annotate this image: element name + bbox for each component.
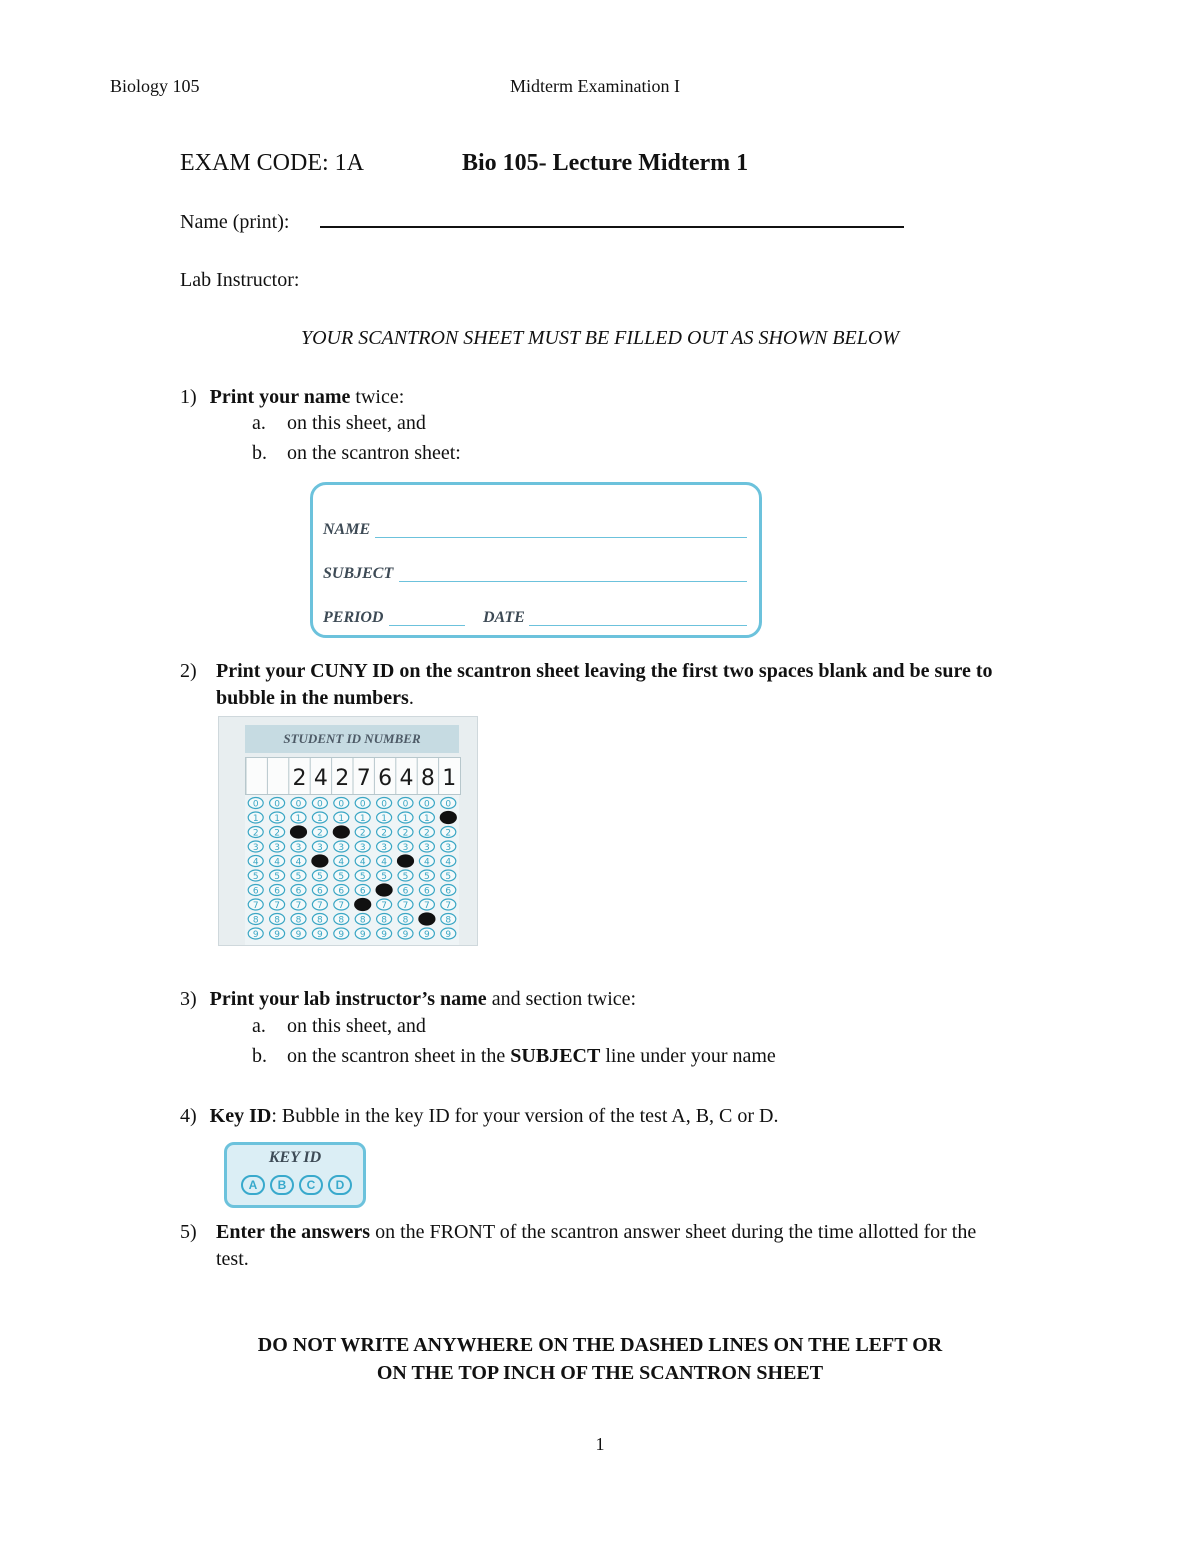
header-course: Biology 105: [110, 76, 200, 96]
bubble-digit-label: 7: [402, 901, 409, 911]
handwritten-digit: 4: [399, 766, 414, 791]
bubble-digit-label: 3: [381, 843, 387, 853]
bubble-digit-label: 2: [445, 828, 452, 839]
bubble-digit-label: 1: [359, 814, 366, 824]
name-label: Name (print):: [180, 211, 290, 233]
bubble-digit-label: 0: [381, 799, 387, 810]
step-5-number: 5): [180, 1221, 197, 1243]
bubble-digit-label: 6: [317, 886, 323, 897]
bubble-digit-label: 8: [295, 915, 302, 926]
bubble-digit-label: 9: [317, 930, 323, 940]
bubble-digit-label: 1: [338, 814, 345, 824]
bubble-digit-label: 5: [252, 872, 259, 882]
bubble-digit-label: 4: [274, 857, 280, 868]
bubble-digit-label: 5: [381, 872, 387, 882]
key-id-option-a[interactable]: A: [241, 1175, 265, 1195]
bubble-digit-label: 5: [359, 872, 366, 882]
bubble-digit-label: 1: [317, 814, 323, 824]
key-id-option-b[interactable]: B: [270, 1175, 294, 1195]
filled-bubble[interactable]: [333, 826, 349, 838]
bubble-digit-label: 1: [295, 814, 302, 824]
bubble-digit-label: 0: [359, 799, 366, 810]
step-2-bold: Print your CUNY ID on the scantron sheet leaving the first two spaces blank and be sure to bubble in the numbers: [216, 660, 993, 709]
bubble-digit-label: 1: [274, 814, 280, 824]
bubble-digit-label: 0: [445, 799, 452, 810]
handwritten-digit: 1: [442, 766, 457, 791]
step-4: [180, 1103, 779, 1130]
bubble-digit-label: 0: [274, 799, 280, 810]
bubble-digit-label: 6: [424, 886, 430, 897]
bubble-digit-label: 1: [424, 814, 430, 824]
bubble-digit-label: 5: [317, 872, 323, 882]
bubble-digit-label: 1: [381, 814, 387, 824]
bubble-digit-label: 3: [402, 843, 409, 853]
bubble-digit-label: 7: [295, 901, 302, 911]
bubble-digit-label: 7: [338, 901, 345, 911]
step-1b-text: on the scantron sheet:: [287, 442, 461, 464]
step-5-bold: Enter the answers: [216, 1221, 371, 1243]
bubble-digit-label: 4: [359, 857, 366, 868]
bubble-digit-label: 6: [252, 886, 259, 897]
namebox-name-label: NAME: [323, 521, 371, 538]
handwritten-digit: 2: [335, 766, 350, 791]
bubble-digit-label: 3: [445, 843, 452, 853]
bubble-digit-label: 9: [338, 930, 345, 940]
bubble-digit-label: 6: [359, 886, 366, 897]
bubble-digit-label: 8: [338, 915, 345, 926]
filled-bubble[interactable]: [376, 884, 392, 896]
bubble-digit-label: 4: [338, 857, 345, 868]
namebox-subject-label: SUBJECT: [323, 565, 394, 582]
key-id-bubbles: [241, 1175, 352, 1195]
step-3b-bold: SUBJECT: [510, 1045, 601, 1067]
name-write-line[interactable]: [320, 226, 904, 228]
bubble-digit-label: 9: [424, 930, 430, 940]
bubble-digit-label: 0: [402, 799, 409, 810]
bubble-digit-label: 6: [338, 886, 345, 897]
bubble-digit-label: 5: [402, 872, 409, 882]
bubble-digit-label: 3: [295, 843, 302, 853]
warning-line-1: DO NOT WRITE ANYWHERE ON THE DASHED LINES ON THE LEFT OR: [257, 1334, 943, 1356]
key-id-title: KEY ID: [268, 1149, 322, 1166]
step-3b-text: [287, 1045, 776, 1068]
filled-bubble[interactable]: [440, 812, 456, 824]
handwritten-digit: 4: [313, 766, 328, 791]
bubble-digit-label: 5: [295, 872, 302, 882]
bubble-digit-label: 0: [338, 799, 345, 810]
filled-bubble[interactable]: [312, 855, 328, 867]
step-3a-text: on this sheet, and: [287, 1015, 426, 1037]
filled-bubble[interactable]: [355, 899, 371, 911]
filled-bubble[interactable]: [398, 855, 414, 867]
handwritten-digit: 6: [378, 766, 393, 791]
bubble-digit-label: 8: [402, 915, 409, 926]
scantron-name-box: [310, 482, 762, 638]
step-3: [180, 986, 636, 1013]
exam-code: EXAM CODE: 1A: [180, 150, 364, 176]
step-4-bold: Key ID: [209, 1105, 272, 1127]
scantron-notice: YOUR SCANTRON SHEET MUST BE FILLED OUT AS SHOWN BELOW: [300, 327, 900, 349]
bubble-digit-label: 9: [381, 930, 387, 940]
namebox-period-line: [389, 625, 465, 626]
bubble-digit-label: 8: [252, 915, 259, 926]
bubble-digit-label: 4: [445, 857, 452, 868]
exam-title: Bio 105- Lecture Midterm 1: [462, 150, 749, 176]
bubble-digit-label: 1: [402, 814, 409, 824]
step-4-text: : Bubble in the key ID for your version of the test A, B, C or D.: [271, 1105, 779, 1127]
step-5: [180, 1219, 1040, 1270]
bubble-digit-label: 3: [359, 843, 366, 853]
bubble-digit-label: 9: [359, 930, 366, 940]
filled-bubble[interactable]: [419, 913, 435, 925]
page-number: 1: [595, 1434, 605, 1454]
bubble-digit-label: 1: [252, 814, 259, 824]
bubble-digit-label: 7: [424, 901, 430, 911]
bubble-digit-label: 0: [295, 799, 302, 810]
filled-bubble[interactable]: [291, 826, 307, 838]
bubble-digit-label: 3: [252, 843, 259, 853]
step-3-bold: Print your lab instructor’s name: [209, 988, 487, 1010]
student-id-image: [218, 716, 478, 946]
bubble-digit-label: 8: [317, 915, 323, 926]
bubble-digit-label: 5: [338, 872, 345, 882]
bubble-digit-label: 5: [274, 872, 280, 882]
bubble-digit-label: 2: [424, 828, 430, 839]
handwritten-digit: 7: [356, 766, 371, 791]
key-id-option-c[interactable]: C: [299, 1175, 323, 1195]
bubble-digit-label: 9: [402, 930, 409, 940]
header-exam: Midterm Examination I: [510, 76, 680, 96]
step-1b-mark: b.: [252, 442, 267, 464]
student-id-bubbles: [245, 795, 459, 945]
bubble-digit-label: 8: [359, 915, 366, 926]
bubble-digit-label: 3: [338, 843, 345, 853]
step-3-number: 3): [180, 988, 197, 1010]
bubble-digit-label: 8: [445, 915, 452, 926]
step-3b-pre: on the scantron sheet in the: [287, 1045, 511, 1067]
step-1a-mark: a.: [252, 412, 266, 434]
bubble-digit-label: 2: [252, 828, 259, 839]
bubble-digit-label: 2: [317, 828, 323, 839]
student-id-bubble-grid: [245, 795, 459, 945]
bubble-digit-label: 9: [295, 930, 302, 940]
step-2-number: 2): [180, 660, 197, 682]
bubble-digit-label: 8: [274, 915, 280, 926]
handwritten-digit: 8: [420, 766, 435, 791]
bubble-digit-label: 3: [317, 843, 323, 853]
namebox-period-label: PERIOD: [323, 609, 384, 626]
key-id-image: [224, 1142, 366, 1208]
namebox-date-label: DATE: [483, 609, 525, 626]
step-1-number: 1): [180, 386, 197, 408]
student-id-digit-cells: [246, 758, 460, 794]
step-1: [180, 384, 404, 411]
bubble-digit-label: 0: [424, 799, 430, 810]
bubble-digit-label: 6: [402, 886, 409, 897]
bubble-digit-label: 6: [445, 886, 452, 897]
bubble-digit-label: 3: [274, 843, 280, 853]
step-3a-mark: a.: [252, 1015, 266, 1037]
step-4-number: 4): [180, 1105, 197, 1127]
step-3b-post: line under your name: [600, 1045, 776, 1067]
bubble-digit-label: 4: [381, 857, 387, 868]
bubble-digit-label: 3: [424, 843, 430, 853]
namebox-name-line: [375, 537, 747, 538]
student-id-digits: [245, 757, 461, 795]
handwritten-digit: 2: [292, 766, 307, 791]
bubble-digit-label: 2: [402, 828, 409, 839]
bubble-digit-label: 9: [445, 930, 452, 940]
bubble-digit-label: 4: [424, 857, 430, 868]
bubble-digit-label: 4: [295, 857, 302, 868]
namebox-date-line: [529, 625, 747, 626]
bubble-digit-label: 5: [424, 872, 430, 882]
bubble-digit-label: 5: [445, 872, 452, 882]
bubble-digit-label: 2: [381, 828, 387, 839]
step-1a-text: on this sheet, and: [287, 412, 426, 434]
bubble-digit-label: 7: [381, 901, 387, 911]
bubble-digit-label: 7: [274, 901, 280, 911]
bubble-digit-label: 9: [274, 930, 280, 940]
step-2-text: .: [408, 687, 414, 709]
bubble-digit-label: 9: [252, 930, 259, 940]
bubble-digit-label: 2: [359, 828, 366, 839]
step-2: [180, 658, 1040, 709]
key-id-option-d[interactable]: D: [328, 1175, 352, 1195]
bubble-digit-label: 6: [295, 886, 302, 897]
student-id-header: STUDENT ID NUMBER: [245, 725, 459, 753]
step-1-text: twice:: [350, 386, 405, 408]
bubble-digit-label: 6: [274, 886, 280, 897]
bubble-digit-label: 7: [317, 901, 323, 911]
namebox-subject-line: [399, 581, 747, 582]
warning-line-2: ON THE TOP INCH OF THE SCANTRON SHEET: [376, 1362, 824, 1384]
bubble-digit-label: 0: [252, 799, 259, 810]
step-1-bold: Print your name: [209, 386, 351, 408]
bubble-digit-label: 2: [274, 828, 280, 839]
step-5-text: on the FRONT of the scantron answer sheet during the time allotted for the test.: [216, 1221, 977, 1270]
bubble-digit-label: 8: [381, 915, 387, 926]
bubble-digit-label: 4: [252, 857, 259, 868]
bubble-digit-label: 7: [445, 901, 452, 911]
lab-instructor-label: Lab Instructor:: [180, 269, 300, 291]
bubble-digit-label: 7: [252, 901, 259, 911]
step-3b-mark: b.: [252, 1045, 267, 1067]
step-3-text: and section twice:: [486, 988, 637, 1010]
bubble-digit-label: 0: [317, 799, 323, 810]
